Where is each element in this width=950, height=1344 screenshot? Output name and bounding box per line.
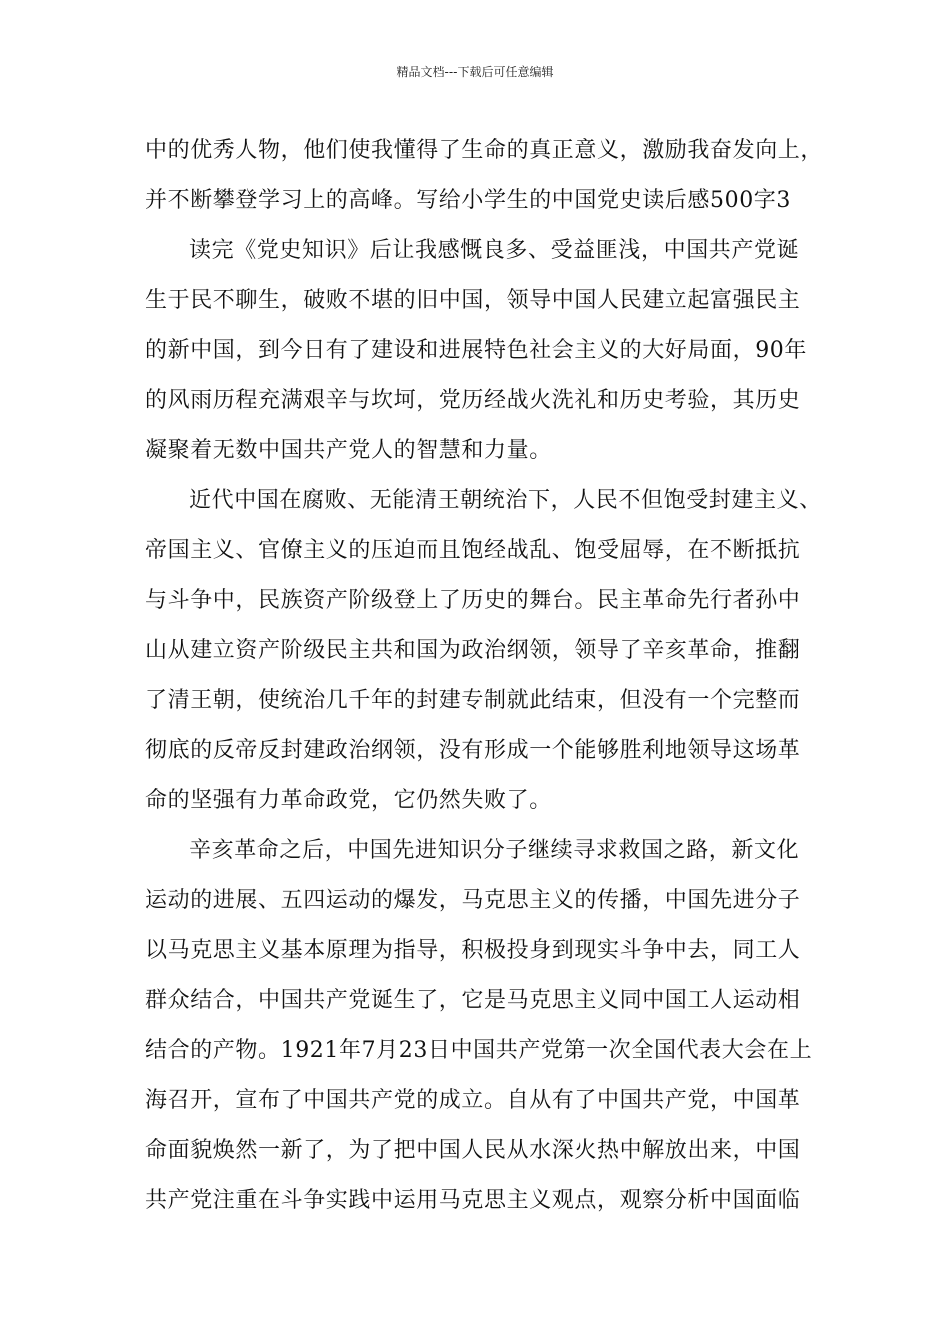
text-line: 并不断攀登学习上的高峰。写给小学生的中国党史读后感500字3 (145, 188, 791, 213)
text-line: 以马克思主义基本原理为指导，积极投身到现实斗争中去，同工人 (145, 938, 801, 963)
page-header: 精品文档---下载后可任意编辑 (396, 65, 554, 79)
text-line: 海召开，宣布了中国共产党的成立。自从有了中国共产党，中国革 (145, 1088, 801, 1113)
text-line: 共产党注重在斗争实践中运用马克思主义观点，观察分析中国面临 (145, 1188, 801, 1213)
text-line: 与斗争中，民族资产阶级登上了历史的舞台。民主革命先行者孙中 (145, 588, 801, 613)
text-line: 帝国主义、官僚主义的压迫而且饱经战乱、饱受屈辱，在不断抵抗 (145, 538, 801, 563)
text-line: 了清王朝，使统治几千年的封建专制就此结束，但没有一个完整而 (145, 688, 801, 713)
text-line: 的新中国，到今日有了建设和进展特色社会主义的大好局面，90年 (145, 338, 807, 363)
text-line: 彻底的反帝反封建政治纲领，没有形成一个能够胜利地领导这场革 (145, 738, 801, 763)
text-line: 命的坚强有力革命政党，它仍然失败了。 (145, 788, 552, 813)
text-line: 山从建立资产阶级民主共和国为政治纲领，领导了辛亥革命，推翻 (145, 638, 801, 663)
text-line: 辛亥革命之后，中国先进知识分子继续寻求救国之路，新文化 (189, 838, 800, 863)
text-line: 读完《党史知识》后让我感慨良多、受益匪浅，中国共产党诞 (189, 238, 800, 263)
text-line: 近代中国在腐败、无能清王朝统治下，人民不但饱受封建主义、 (189, 488, 822, 513)
text-line: 的风雨历程充满艰辛与坎坷，党历经战火洗礼和历史考验，其历史 (145, 388, 801, 413)
text-line: 运动的进展、五四运动的爆发，马克思主义的传播，中国先进分子 (145, 888, 801, 913)
body-text (145, 126, 825, 1226)
text-line: 中的优秀人物，他们使我懂得了生命的真正意义，激励我奋发向上， (145, 138, 824, 163)
text-line: 命面貌焕然一新了，为了把中国人民从水深火热中解放出来，中国 (145, 1138, 801, 1163)
text-line: 凝聚着无数中国共产党人的智慧和力量。 (145, 438, 552, 463)
text-line: 生于民不聊生，破败不堪的旧中国，领导中国人民建立起富强民主 (145, 288, 801, 313)
text-line: 群众结合，中国共产党诞生了，它是马克思主义同中国工人运动相 (145, 988, 801, 1013)
text-line: 结合的产物。1921年7月23日中国共产党第一次全国代表大会在上 (145, 1038, 813, 1063)
